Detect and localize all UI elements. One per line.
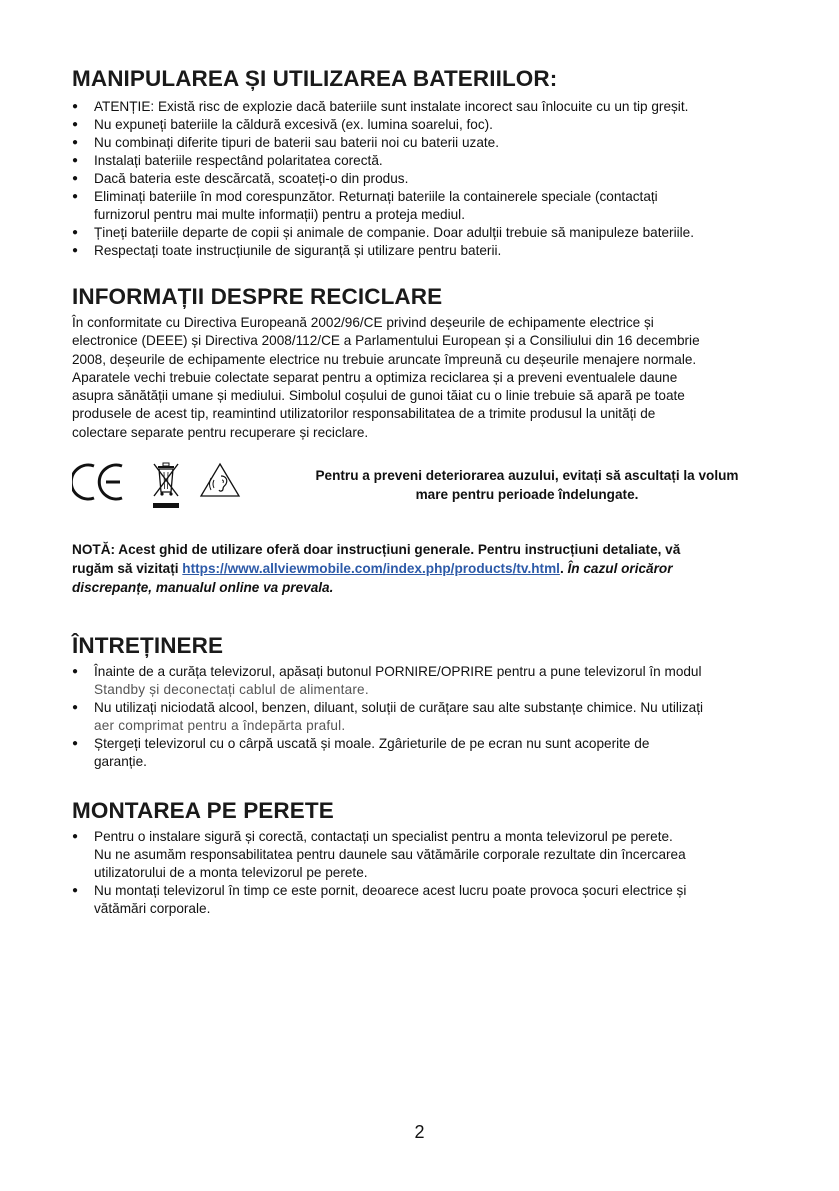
list-item-continuation: Standby și deconectați cablul de alimentare. <box>94 682 369 697</box>
note-line <box>72 559 772 578</box>
paragraph-line: asupra sănătății umane și mediului. Simbolul coșului de gunoi tăiat cu o linie trebuie să apară pe toate <box>72 388 685 404</box>
list-item-continuation: Nu ne asumăm responsabilitatea pentru daunele sau vătămările corporale rezultate din încercarea <box>94 847 686 862</box>
compliance-icons-svg <box>72 458 252 514</box>
list-item: ● Nu expuneți bateriile la căldură excesivă (ex. lumina soarelui, foc). <box>72 116 772 134</box>
recycling-paragraph <box>72 314 772 442</box>
paragraph-line: electronice (DEEE) și Directiva 2008/112/CE a Parlamentului European și a Consiliului din 16 decembrie <box>72 333 700 349</box>
crossed-out-bin-icon <box>153 463 179 508</box>
list-item: ● Înainte de a curăța televizorul, apăsați butonul PORNIRE/OPRIRE pentru a pune televizorul în modul <box>72 663 772 681</box>
batteries-heading: MANIPULAREA ȘI UTILIZAREA BATERIILOR: <box>72 66 558 91</box>
paragraph-line: 2008, deșeurile de echipamente electrice nu trebuie aruncate împreună cu deșeurile menajere normale. <box>72 351 697 367</box>
note-block <box>72 540 772 597</box>
hearing-warning-line: Pentru a preveni deteriorarea auzului, evitați să ascultați la volum <box>315 468 739 483</box>
note-text: rugăm să vizitați <box>72 561 183 576</box>
products-link[interactable]: https://www.allviewmobile.com/index.php/products/tv.html <box>182 561 560 576</box>
hearing-warning-text <box>282 467 772 504</box>
list-item: ● Nu utilizați niciodată alcool, benzen, diluant, soluții de curățare sau alte substanțe chimice. Nu utilizați <box>72 699 772 717</box>
maintenance-list <box>72 663 772 771</box>
list-item: ● Țineți bateriile departe de copii și animale de companie. Doar adulții trebuie să manipuleze bateriile. <box>72 224 772 242</box>
recycling-heading: INFORMAȚII DESPRE RECICLARE <box>72 284 443 309</box>
list-item: ● Instalați bateriile respectând polaritatea corectă. <box>72 152 772 170</box>
paragraph-line: produsele de acest tip, reamintind utilizatorilor responsabilitatea de a trimite produsul la unități de <box>72 406 656 422</box>
note-text: . <box>559 561 568 576</box>
note-italic: În cazul oricăror <box>567 561 673 576</box>
list-item: ● Nu combinați diferite tipuri de baterii sau baterii noi cu baterii uzate. <box>72 134 772 152</box>
wall-mount-section <box>72 798 772 918</box>
list-item-continuation: vătămări corporale. <box>94 901 211 916</box>
note-line <box>72 578 772 597</box>
batteries-section <box>72 66 772 260</box>
note-italic: discrepanțe, manualul online va prevala. <box>72 580 334 595</box>
hearing-warning-line: mare pentru perioade îndelungate. <box>415 486 639 502</box>
list-item-continuation: garanție. <box>94 754 147 769</box>
compliance-icons <box>72 458 252 510</box>
maintenance-heading: ÎNTREȚINERE <box>72 633 224 658</box>
maintenance-section <box>72 633 772 771</box>
paragraph-line: colectare separate pentru recuperare și reciclare. <box>72 424 369 440</box>
note-line: NOTĂ: Acest ghid de utilizare oferă doar instrucțiuni generale. Pentru instrucțiuni detaliate, vă <box>72 542 681 557</box>
list-item: ● Respectați toate instrucțiunile de siguranță și utilizare pentru baterii. <box>72 242 772 260</box>
list-item: ● ATENȚIE: Există risc de explozie dacă bateriile sunt instalate incorect sau înlocuite cu un tip greșit. <box>72 98 772 116</box>
list-item: ● Dacă bateria este descărcată, scoateți-o din produs. <box>72 170 772 188</box>
hearing-warning-icon <box>201 464 239 496</box>
list-item: ● Pentru o instalare sigură și corectă, contactați un specialist pentru a monta televizorul pe perete. <box>72 828 772 846</box>
list-item-continuation: utilizatorului de a monta televizorul pe perete. <box>94 865 368 880</box>
list-item-continuation: aer comprimat pentru a îndepărta praful. <box>94 718 346 733</box>
page-number: 2 <box>414 1122 425 1142</box>
list-item-continuation: furnizorul pentru mai multe informații) pentru a proteja mediul. <box>94 207 465 222</box>
ce-mark-icon <box>72 465 122 499</box>
list-item: ● Ștergeți televizorul cu o cârpă uscată și moale. Zgârieturile de pe ecran nu sunt acoperite de <box>72 735 772 753</box>
recycling-section <box>72 284 772 442</box>
paragraph-line: Aparatele vechi trebuie colectate separat pentru a optimiza reciclarea și a preveni eventualele daune <box>72 369 678 385</box>
list-item: ● Eliminați bateriile în mod corespunzător. Returnați bateriile la containerele speciale (contactați <box>72 188 772 206</box>
paragraph-line: În conformitate cu Directiva Europeană 2002/96/CE privind deșeurile de echipamente electrice și <box>72 315 654 330</box>
list-item: ● Nu montați televizorul în timp ce este pornit, deoarece acest lucru poate provoca șocuri electrice și <box>72 882 772 900</box>
wall-mount-list <box>72 828 772 918</box>
batteries-list <box>72 98 772 260</box>
wall-mount-heading: MONTAREA PE PERETE <box>72 798 334 823</box>
